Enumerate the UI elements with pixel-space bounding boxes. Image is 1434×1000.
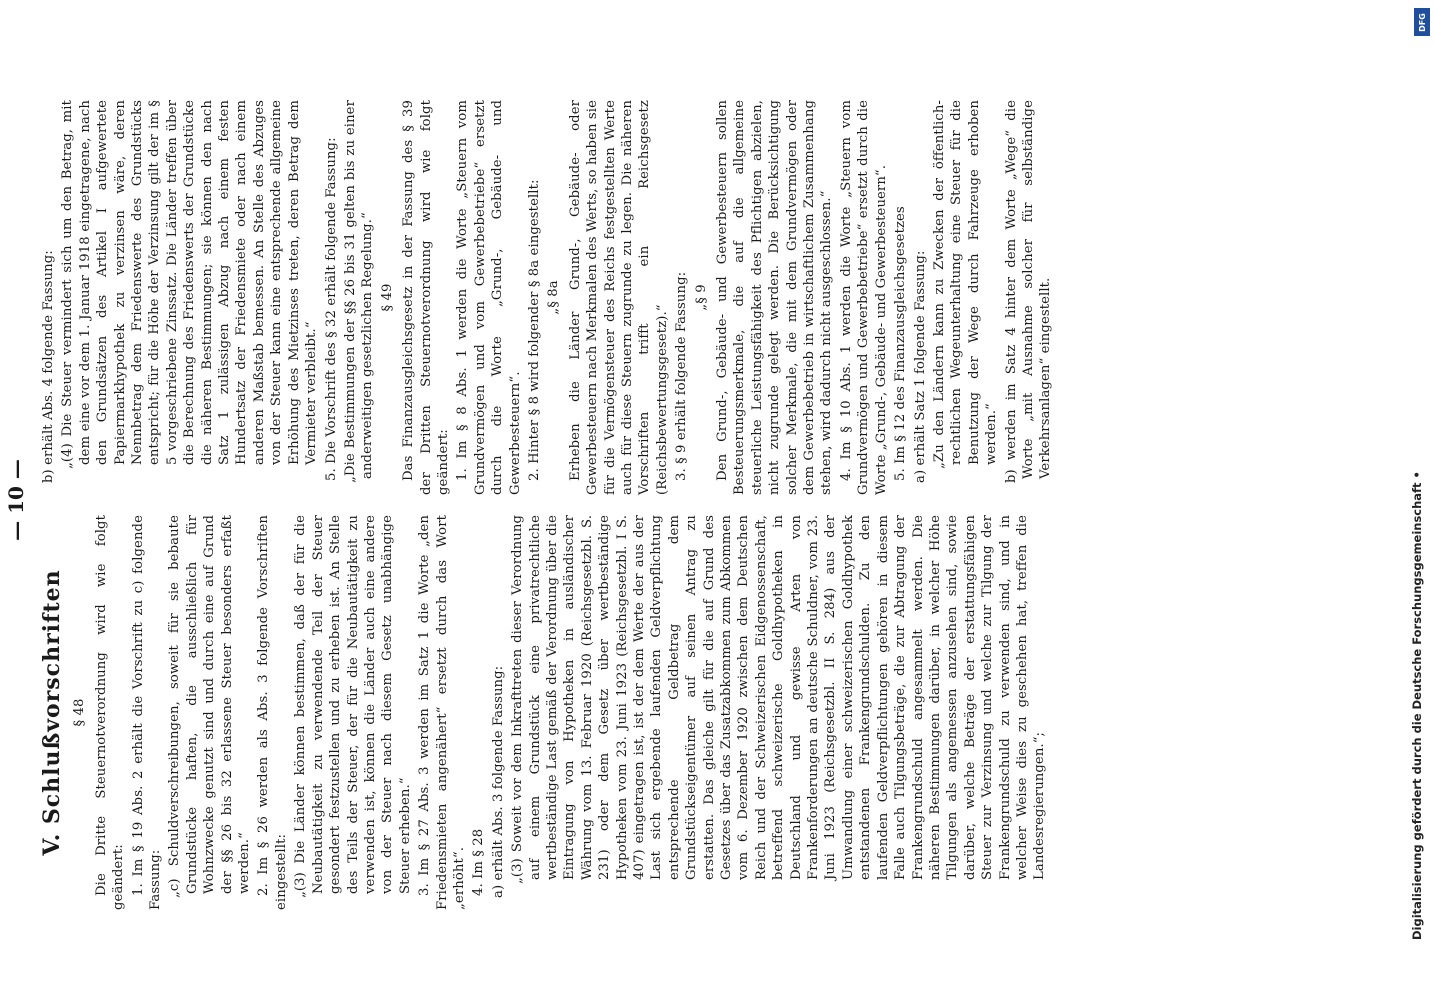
digitization-note-text: Digitalisierung gefördert durch die Deutsche Forschungsgemeinschaft • [1410, 471, 1424, 940]
paragraph: 1. Im § 19 Abs. 2 erhält die Vorschrift zu c) folgende Fassung: [130, 515, 164, 910]
paragraph: 2. Hinter § 8 wird folgender § 8a eingestellt: [526, 179, 542, 481]
right-text-column [40, 100, 1400, 495]
paragraph: Die Dritte Steuernotverordnung wird wie folgt geändert: [93, 515, 127, 910]
paragraph: 5. Die Vorschrift des § 32 erhält folgende Fassung: [323, 137, 339, 481]
dfg-logo [1414, 8, 1430, 36]
paragraph: 4. Im § 10 Abs. 1 werden die Worte „Steuern vom Grundvermögen und Gewerbebetriebe“ ersetzt durch die Worte „Grund-, Gebäude- und Gewerbesteuern“. [838, 100, 889, 495]
paragraph: „(3) Soweit vor dem Inkrafttreten dieser Verordnung auf einem Grundstück eine privatrechtliche wertbeständige Last gemäß der Verordnung über die Eintragung von Hypotheken in ausländischer Währung vom 13. Februar 1920 (Reichsgesetzbl. S. 231) oder dem Gesetz über wertbeständige Hypotheken vom 23. Juni 1923 (Reichsgesetzbl. I S. 407) eingetragen ist, ist der dem Werte der aus der Last sich ergebende laufenden Geldverpflichtung entsprechende Geldbetrag dem Grundstückseigentümer auf seinen Antrag zu erstatten. Das gleiche gilt für die auf Grund des Gesetzes über das Zusatzabkommen zum Abkommen vom 6. Dezember 1920 zwischen dem Deutschen Reich und der Schweizerischen Eidgenossenschaft, betreffend schweizerische Goldhypotheken in Deutschland und gewisse Arten von Frankenforderungen an deutsche Schuldner, vom 23. Juni 1923 (Reichsgesetzbl. II S. 284) aus der Umwandlung einer schweizerischen Goldhypothek entstandenen Frankengrundschulden. Zu den laufenden Geldverpflichtungen gehören in diesem Falle auch Tilgungsbeträge, die zur Abtragung der Frankengrundschuld angesammelt werden. Die näheren Bestimmungen darüber, in welcher Höhe Tilgungen als angemessen anzusehen sind, sowie darüber, welche Beträge der erstattungsfähigen Steuer zur Verzinsung und welche zur Tilgung der Frankengrundschuld zu verwenden sind, und in welcher Weise dies zu geschehen hat, treffen die Landesregierungen.“; [510, 515, 1048, 884]
digitization-note [1410, 40, 1430, 940]
paragraph-symbol-heading: § 48 [72, 698, 88, 727]
paragraph: 3. Im § 27 Abs. 3 werden im Satz 1 die Worte „den Friedensmieten angenähert“ ersetzt durch das Wort „erhöht“. [417, 515, 467, 910]
paragraph-symbol-heading: § 49 [379, 283, 395, 312]
paragraph: a) erhält Satz 1 folgende Fassung: [912, 250, 928, 483]
paragraph: „(4) Die Steuer vermindert sich um den Betrag, mit dem eine vor dem 1. Januar 1918 eingetragene, nach den Grundsätzen des Artikel I aufgewertete Papiermarkhypothek zu verzinsen wäre, deren Nennbetrag dem Friedenswerte des Grundstücks entspricht; für die Höhe der Verzinsung gilt der im § 5 vorgeschriebene Zinssatz. Die Länder treffen über die Berechnung des Friedenswerts der Grundstücke die näheren Bestimmungen; sie können den nach Satz 1 zulässigen Abzug nach einem festen Hundertsatz der Friedensmiete oder nach einem anderen Maßstab bemessen. An Stelle des Abzuges von der Steuer kann eine entsprechende allgemeine Erhöhung des Mietzinses treten, deren Betrag dem Vermieter verbleibt.“ [60, 100, 320, 469]
paragraph: b) werden im Satz 4 hinter dem Worte „Wege“ die Worte „mit Ausnahme solcher für selbständige Verkehrsanlagen“ eingestellt. [1003, 100, 1054, 483]
paragraph-symbol-heading: „§ 8a [546, 280, 562, 315]
paragraph: 2. Im § 26 werden als Abs. 3 folgende Vorschriften eingestellt: [256, 515, 289, 910]
paragraph: „Zu den Ländern kann zu Zwecken der öffentlich-rechtlichen Wegeunterhaltung eine Steuer für die Benutzung der Wege durch Fahrzeuge erhoben werden.“ [931, 100, 1000, 469]
paragraph: Das Finanzausgleichsgesetz in der Fassung des § 39 der Dritten Steuernotverordnung wird wie folgt geändert: [401, 100, 451, 495]
paragraph: „c) Schuldverschreibungen, soweit für sie bebaute Grundstücke haften, die ausschließlich für Wohnzwecke genutzt sind und durch eine auf Grund der §§ 26 bis 32 erlassene Steuer besonders erfaßt werden.“ [167, 515, 253, 898]
page-number: — 10 — [4, 459, 28, 541]
section-heading: V. Schlußvorschriften [39, 569, 65, 856]
paragraph: Erheben die Länder Grund-, Gebäude- oder Gewerbesteuern nach Merkmalen des Werts, so haben sie für die Vermögensteuer des Reichs festgestellten Werte auch für diese Steuern zugrunde zu legen. Die näheren Vorschriften trifft ein Reichsgesetz (Reichsbewertungsgesetz).“ [567, 100, 670, 495]
rotated-document-page [4, 70, 1400, 930]
paragraph: b) erhält Abs. 4 folgende Fassung: [41, 250, 56, 483]
dfg-logo-text: DFG [1417, 12, 1427, 32]
paragraph: 1. Im § 8 Abs. 1 werden die Worte „Steuern vom Grundvermögen und vom Gewerbebetriebe“ ersetzt durch die Worte „Grund-, Gebäude- und Gewerbesteuern“. [455, 100, 523, 495]
paragraph: 4. Im § 28 [471, 828, 487, 896]
paragraph-symbol-heading: „§ 9 [693, 284, 709, 311]
paragraph: Den Grund-, Gebäude- und Gewerbesteuern sollen Besteuerungsmerkmale, die auf die allgemeine steuerliche Leistungsfähigkeit des Pflichtigen abzielen, nicht zugrunde gelegt werden. Die Berücksichtigung solcher Merkmale, die mit dem Grundvermögen oder dem Gewerbebetrieb in wirtschaftlichem Zusammenhang stehen, wird dadurch nicht ausgeschlossen.“ [715, 100, 835, 495]
paragraph: 5. Im § 12 des Finanzausgleichsgesetzes [893, 206, 909, 481]
left-text-column [40, 515, 1400, 910]
paragraph: „Die Bestimmungen der §§ 26 bis 31 gelten bis zu einer anderweitigen gesetzlichen Regelung.“ [342, 100, 376, 483]
paragraph: „(3) Die Länder können bestimmen, daß der für die Neubautätigkeit zu verwendende Teil der Steuer gesondert festzustellen und zu erheben ist. An Stelle des Teils der Steuer, der für die Neubautätigkeit zu verwenden ist, können die Länder auch eine andere von der Steuer nach diesem Gesetz unabhängige Steuer erheben.“ [293, 515, 413, 898]
paragraph: a) erhält Abs. 3 folgende Fassung: [490, 665, 506, 898]
paragraph: 3. § 9 erhält folgende Fassung: [674, 271, 690, 481]
